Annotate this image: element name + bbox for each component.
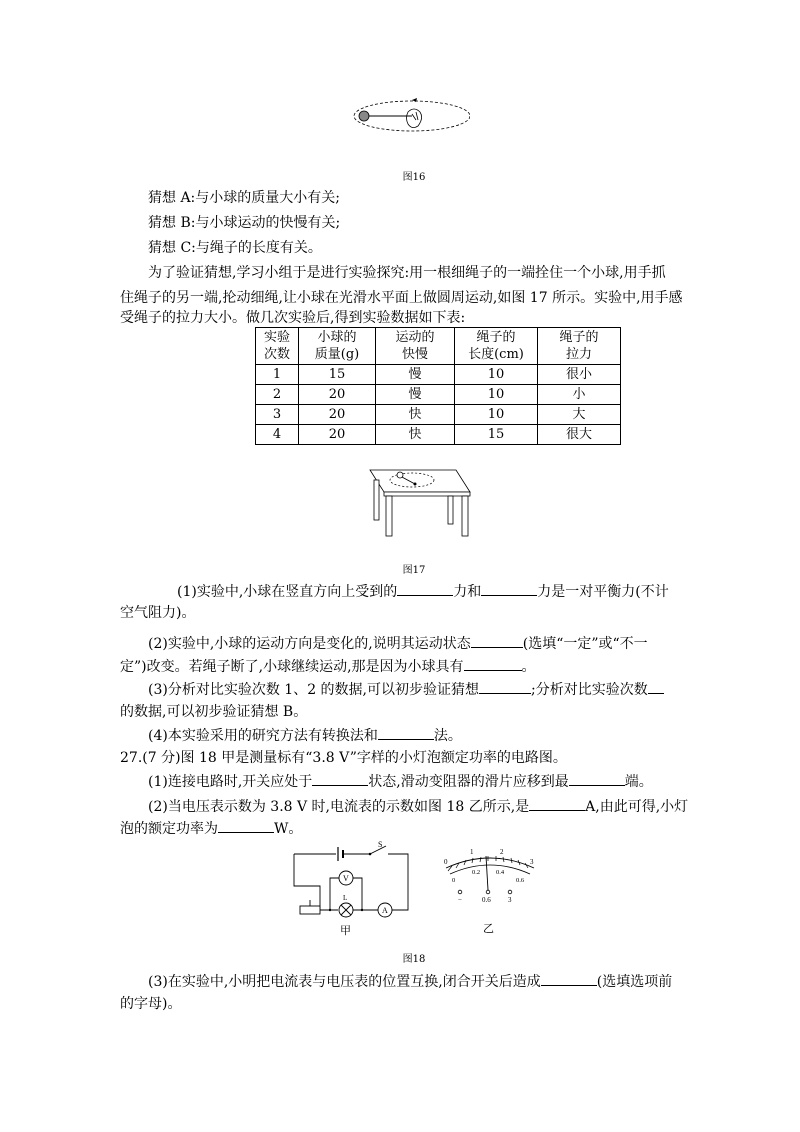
table-leg	[386, 496, 392, 536]
figure-18-caption: 图18	[402, 954, 426, 965]
question-2-text: 。	[521, 659, 536, 675]
question-27-2-text: 泡的额定功率为	[120, 821, 218, 837]
answer-blank[interactable]	[479, 679, 531, 694]
table-cell: 3	[256, 405, 299, 425]
answer-blank[interactable]	[648, 679, 664, 694]
question-3-text: ;分析对比实验次数	[531, 682, 648, 698]
table-cell: 20	[299, 425, 376, 445]
table-row	[256, 405, 621, 425]
answer-blank[interactable]	[529, 796, 585, 811]
table-leg	[448, 496, 453, 524]
question-2-text: 定”)改变。若绳子断了,小球继续运动,那是因为小球具有	[120, 659, 464, 675]
question-27-3-line-1	[148, 971, 672, 992]
table-cell: 4	[256, 425, 299, 445]
figure-18-circuit	[286, 840, 416, 935]
table-cell: 快	[376, 425, 455, 445]
table-cell: 15	[299, 365, 376, 385]
figure-16-diagram	[350, 92, 470, 142]
dial-arc-inner	[450, 865, 530, 874]
top-tick: 1	[470, 848, 474, 856]
table-row	[256, 385, 621, 405]
table-cell: 快	[376, 405, 455, 425]
question-4-line	[148, 725, 462, 746]
table-cell: 2	[256, 385, 299, 405]
top-tick: 3	[530, 858, 534, 866]
table-cell: 1	[256, 365, 299, 385]
hypothesis-c: 猜想 C:与绳子的长度有关。	[148, 240, 322, 256]
terminal	[458, 890, 462, 894]
question-1-line-2: 空气阻力)。	[120, 605, 196, 621]
question-2-text: (选填“一定”或“不一	[522, 636, 648, 652]
question-1-line-1	[177, 581, 669, 602]
wire	[353, 878, 362, 910]
bottom-tick: 0.2	[472, 869, 481, 876]
question-1-text: 力是一对平衡力(不计	[537, 584, 669, 600]
needle	[486, 856, 488, 890]
table-cell: 慢	[376, 365, 455, 385]
table-cell: 大	[538, 405, 621, 425]
figure-18-yi-label: 乙	[483, 922, 494, 935]
dial-arc-outer	[446, 858, 534, 868]
table-cell: 10	[455, 365, 538, 385]
table-cell: 15	[455, 425, 538, 445]
figure-18-ammeter-dial	[440, 842, 540, 912]
wire	[330, 878, 339, 910]
table-cell: 很小	[538, 365, 621, 385]
table-cell: 20	[299, 405, 376, 425]
junction	[361, 909, 363, 911]
answer-blank[interactable]	[464, 656, 522, 671]
intro-line-2: 住绳子的另一端,抡动细绳,让小球在光滑水平面上做圆周运动,如图 17 所示。实验中,用手感	[120, 290, 683, 306]
question-27-1-text: (1)连接电路时,开关应处于	[148, 774, 313, 790]
question-27-2-text: W。	[274, 821, 303, 837]
answer-blank[interactable]	[569, 771, 625, 786]
experiment-table	[255, 327, 621, 445]
question-27-2-line-2	[120, 818, 302, 839]
question-27-title: 27.(7 分)图 18 甲是测量标有“3.8 V”字样的小灯泡额定功率的电路图。	[120, 750, 567, 766]
question-4-text: 法。	[433, 728, 462, 744]
bottom-tick: 0	[452, 877, 456, 884]
table-cell: 很大	[538, 425, 621, 445]
hand-icon	[407, 109, 422, 128]
table-cell: 小	[538, 385, 621, 405]
question-27-1-line	[148, 771, 653, 792]
table-row	[256, 425, 621, 445]
question-27-1-text: 状态,滑动变阻器的滑片应移到最	[368, 774, 569, 790]
header-cell: 绳子的 长度(cm)	[455, 328, 538, 365]
header-cell: 小球的 质量(g)	[299, 328, 376, 365]
hypothesis-b: 猜想 B:与小球运动的快慢有关;	[148, 215, 341, 231]
question-1-text: (1)实验中,小球在竖直方向上受到的	[177, 584, 398, 600]
ammeter-label: A	[382, 906, 388, 915]
table-cell: 10	[455, 405, 538, 425]
question-2-line-1	[148, 633, 648, 654]
question-27-2-text: A,由此可得,小灯	[585, 799, 689, 815]
bottom-tick: 0.4	[496, 869, 505, 876]
figure-17-caption: 图17	[402, 565, 426, 576]
question-27-3-line-2: 的字母)。	[120, 996, 182, 1012]
answer-blank[interactable]	[397, 581, 453, 596]
terminal-label: −	[458, 896, 462, 904]
wire	[388, 854, 408, 910]
table-row	[256, 365, 621, 385]
question-27-1-text: 端。	[624, 774, 653, 790]
header-cell: 运动的 快慢	[376, 328, 455, 365]
answer-blank[interactable]	[378, 725, 434, 740]
ball	[359, 111, 369, 121]
terminal-label: 3	[508, 896, 512, 904]
terminal-label: 0.6	[482, 896, 491, 904]
terminal	[508, 890, 512, 894]
question-3-line-2: 的数据,可以初步验证猜想 B。	[120, 704, 308, 720]
figure-17-diagram	[360, 462, 472, 542]
table-leg	[374, 480, 379, 520]
question-4-text: (4)本实验采用的研究方法有转换法和	[148, 728, 378, 744]
switch-label: S	[378, 840, 383, 849]
answer-blank[interactable]	[471, 633, 523, 648]
answer-blank[interactable]	[218, 818, 274, 833]
table-cell: 20	[299, 385, 376, 405]
intro-line-1: 为了验证猜想,学习小组于是进行实验探究:用一根细绳子的一端拴住一个小球,用手抓	[148, 265, 666, 281]
table-cell: 10	[455, 385, 538, 405]
answer-blank[interactable]	[541, 971, 597, 986]
question-3-line-1	[148, 679, 664, 700]
ball	[397, 472, 403, 478]
pivot	[414, 483, 417, 486]
answer-blank[interactable]	[481, 581, 537, 596]
answer-blank[interactable]	[312, 771, 368, 786]
bottom-tick: 0.6	[516, 877, 525, 884]
table-cell: 慢	[376, 385, 455, 405]
switch-contact	[369, 853, 372, 856]
wire	[294, 854, 320, 910]
question-27-2-text: (2)当电压表示数为 3.8 V 时,电流表的示数如图 18 乙所示,是	[148, 799, 530, 815]
header-cell: 绳子的 拉力	[538, 328, 621, 365]
rheostat	[300, 906, 320, 914]
figure-18-jia-label: 甲	[340, 924, 351, 937]
voltmeter-label: V	[343, 874, 349, 883]
junction	[329, 909, 331, 911]
terminal	[486, 890, 490, 894]
table-leg	[462, 496, 468, 536]
question-2-text: (2)实验中,小球的运动方向是变化的,说明其运动状态	[148, 636, 471, 652]
intro-line-3: 受绳子的拉力大小。做几次实验后,得到实验数据如下表:	[120, 310, 466, 326]
question-27-3-text: (选填选项前	[596, 974, 673, 990]
lamp-label: L	[343, 894, 348, 902]
question-3-text: (3)分析对比实验次数 1、2 的数据,可以初步验证猜想	[148, 682, 479, 698]
question-1-text: 力和	[453, 584, 482, 600]
top-tick: 2	[500, 848, 504, 856]
question-27-2-line-1	[148, 796, 688, 817]
hypothesis-a: 猜想 A:与小球的质量大小有关;	[148, 190, 340, 206]
figure-16-caption: 图16	[402, 172, 426, 183]
table-edge	[384, 492, 470, 496]
question-27-3-text: (3)在实验中,小明把电流表与电压表的位置互换,闭合开关后造成	[148, 974, 541, 990]
table-header-row	[256, 328, 621, 365]
question-2-line-2	[120, 656, 536, 677]
top-tick: 0	[444, 858, 448, 866]
header-cell: 实验 次数	[256, 328, 299, 365]
